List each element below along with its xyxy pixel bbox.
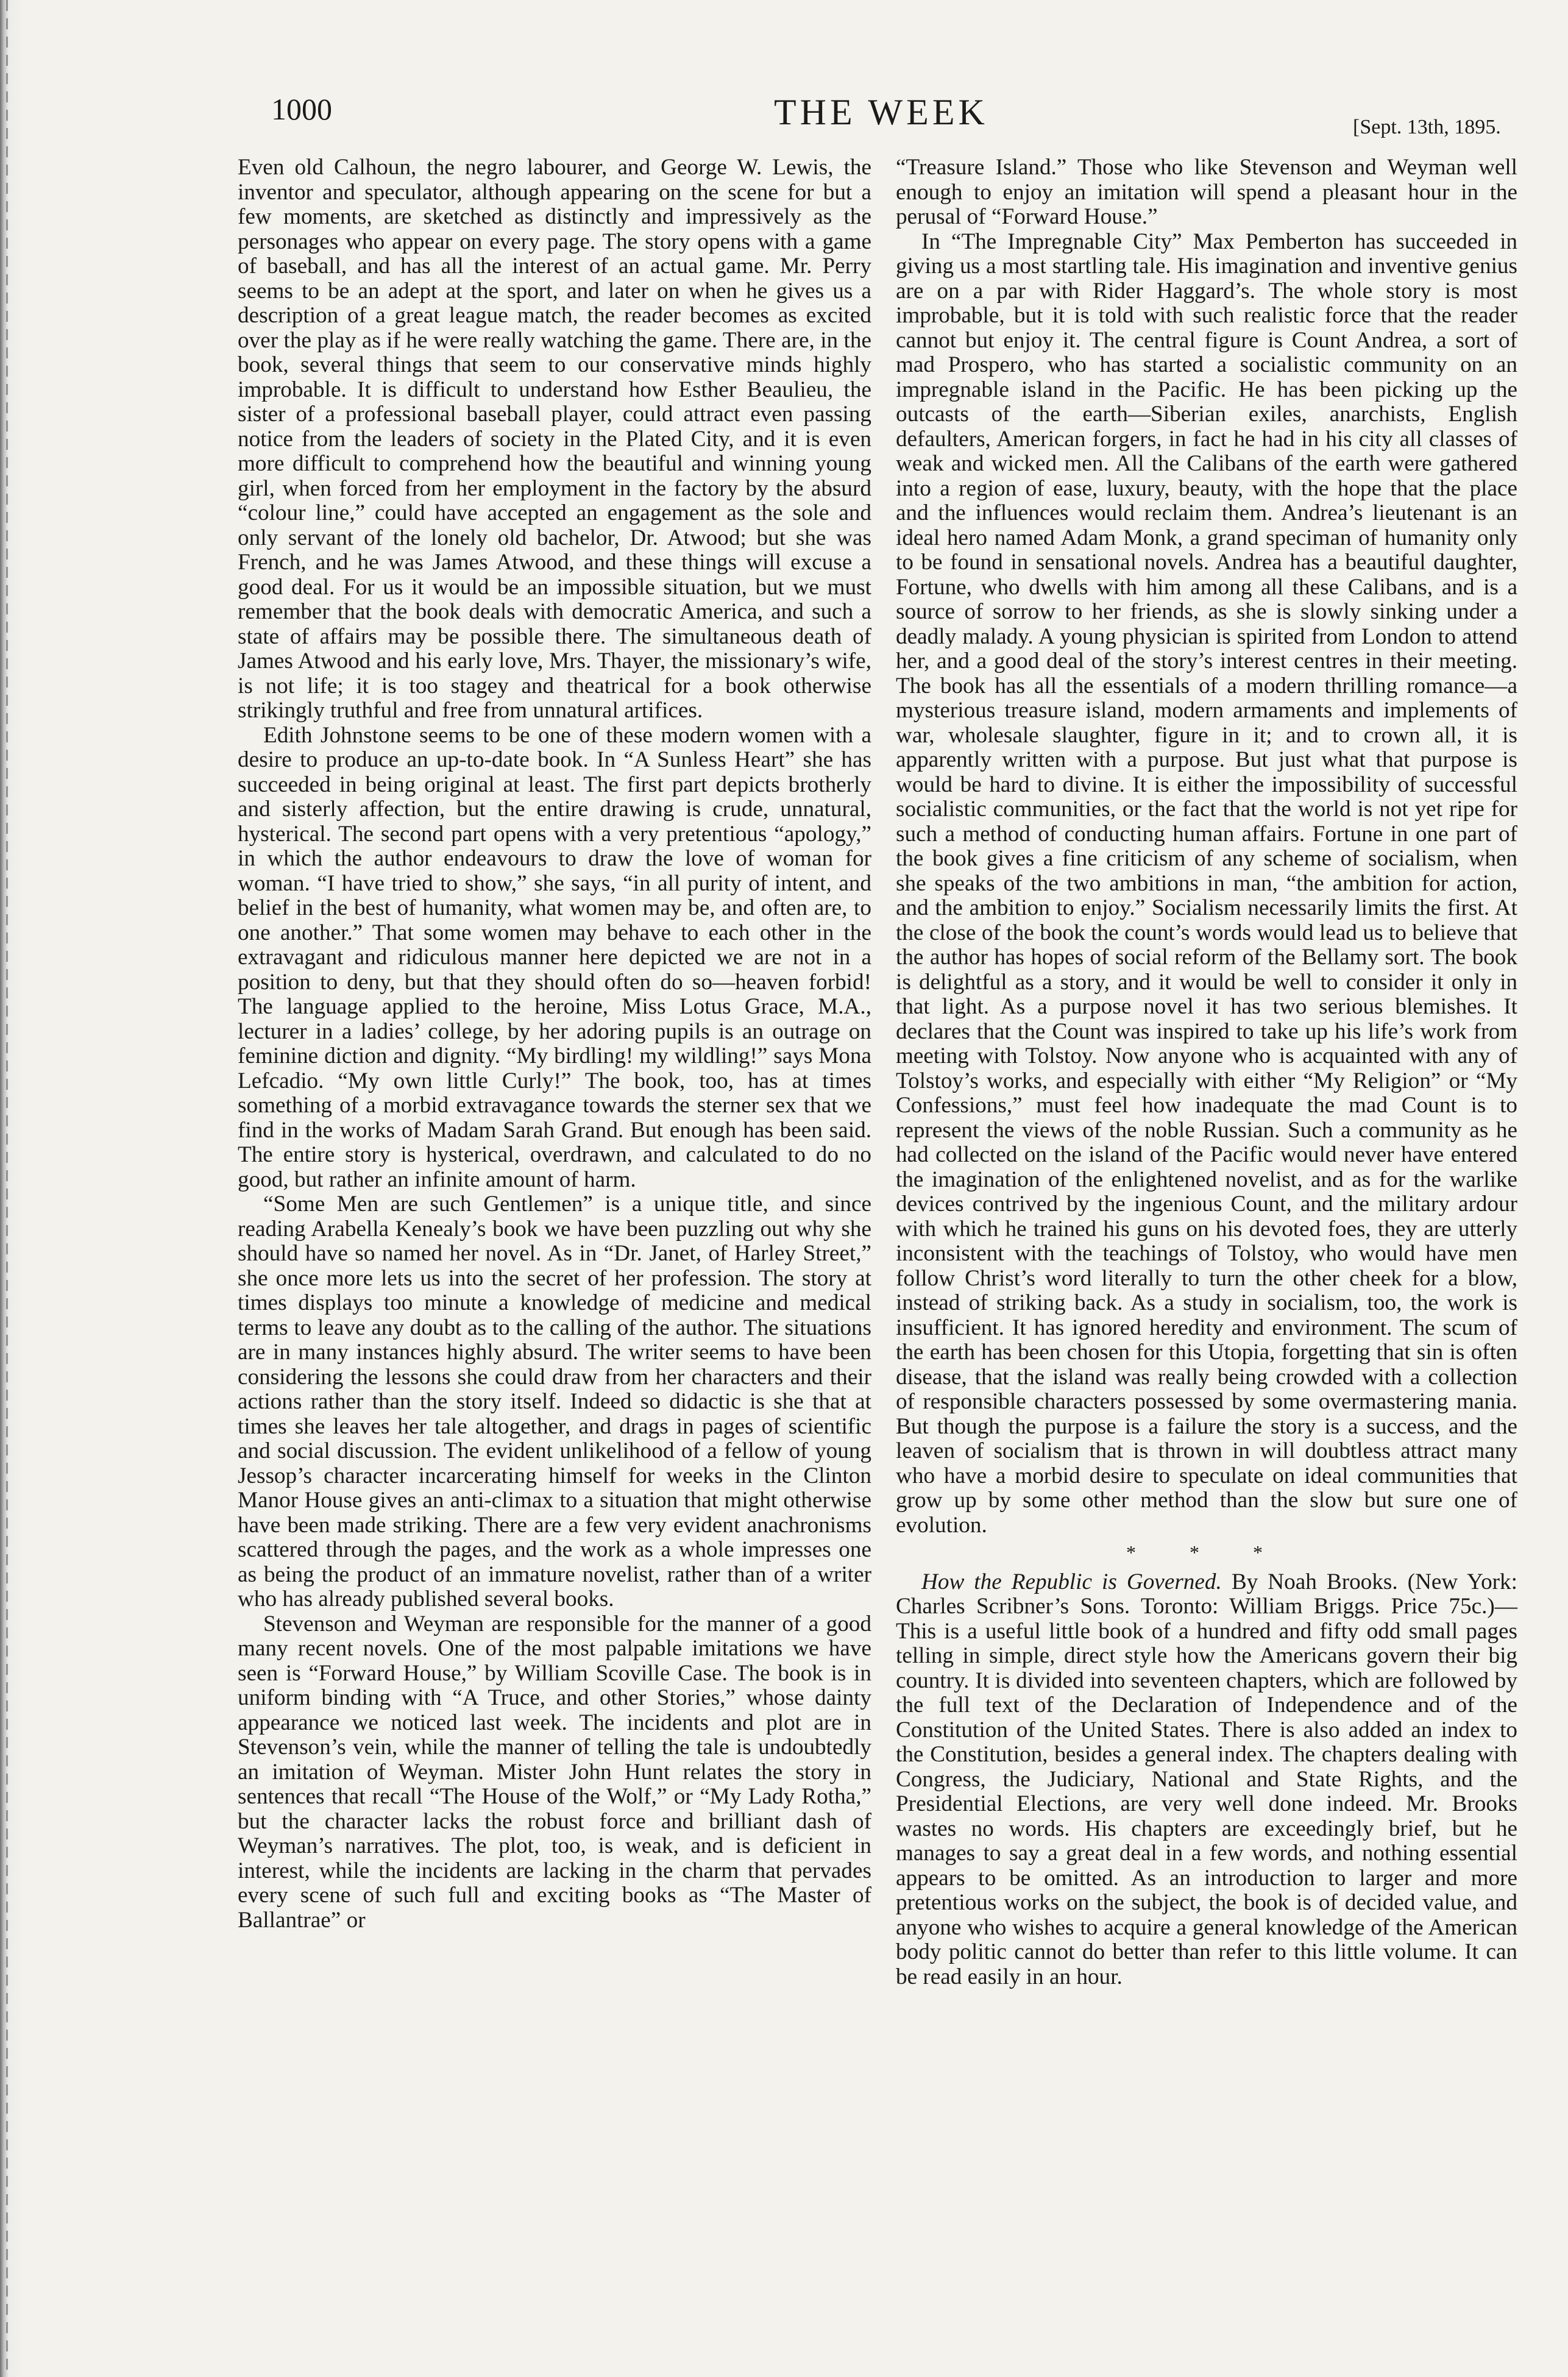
review-paragraph: Even old Calhoun, the negro labourer, and George W. Lewis, the inventor and speculator, although appearing on the scene for but a few moments, are sketched as distinctly and impressively as the personages who appear on every page. The story opens with a game of baseball, and has all the interest of an actual game. Mr. Perry seems to be an adept at the sport, and later on when he gives us a description of a great league match, the reader becomes as excited over the play as if he were really watching the game. There are, in the book, several things that seem to our conservative minds highly improbable. It is difficult to understand how Esther Beaulieu, the sister of a professional baseball player, could attract even passing notice from the leaders of society in the Plated City, and it is even more difficult to comprehend how the beautiful and winning young girl, when forced from her employment in the factory by the absurd “colour line,” could have accepted an engagement as the sole and only servant of the lonely old bachelor, Dr. Atwood; but she was French, and he was James Atwood, and these things will excuse a good deal. For us it would be an impossible situation, but we must remember that the book deals with democratic America, and such a state of affairs may be possible there. The simultaneous death of James Atwood and his early love, Mrs. Thayer, the missionary’s wife, is not life; it is too stagey and theatrical for a book otherwise strikingly truthful and free from unnatural artifices. <box>238 155 871 723</box>
issue-date: [Sept. 13th, 1895. <box>1353 116 1501 138</box>
binding-gutter <box>0 0 28 2377</box>
review-paragraph: Stevenson and Weyman are responsible for the manner of a good many recent novels. One of the most palpable imitations we have seen is “Forward House,” by William Scoville Case. The book is in uniform binding with “A Truce, and other Stories,” whose dainty appearance we noticed last week. The incidents and plot are in Stevenson’s vein, while the manner of telling the tale is undoubtedly an imitation of Weyman. Mister John Hunt relates the story in sentences that recall “The House of the Wolf,” or “My Lady Rotha,” but the character lacks the robust force and brilliant dash of Weyman’s narratives. The plot, too, is weak, and is deficient in interest, while the incidents are lacking in the charm that pervades every scene of such full and exciting books as “The Master of Ballantrae” or <box>238 1611 871 1933</box>
review-paragraph: “Some Men are such Gentlemen” is a unique title, and since reading Arabella Kenealy’s book we have been puzzling out why she should have so named her novel. As in “Dr. Janet, of Harley Street,” she once more lets us into the secret of her profession. The story at times displays too minute a knowledge of medicine and medical terms to leave any doubt as to the calling of the author. The situations are in many instances highly absurd. The writer seems to have been considering the lessons she could draw from her characters and their actions rather than the story itself. Indeed so didactic is she that at times she leaves her tale altogether, and drags in pages of scientific and social discussion. The evident unlikelihood of a fellow of young Jessop’s character incarcerating himself for weeks in the Clinton Manor House gives an anti-climax to a situation that might otherwise have been made striking. There are a few very evident anachronisms scattered through the pages, and the work as a whole impresses one as being the product of an immature novelist, rather than of a writer who has already published several books. <box>238 1192 871 1611</box>
publication-title: THE WEEK <box>774 92 988 132</box>
left-column <box>238 155 871 1933</box>
review-paragraph <box>896 1570 1517 1990</box>
book-title: How the Republic is Governed. <box>921 1569 1222 1594</box>
binding-stitch-line <box>6 0 8 2377</box>
page-number: 1000 <box>271 92 332 126</box>
review-paragraph: “Treasure Island.” Those who like Stevenson and Weyman well enough to enjoy an imitation will spend a pleasant hour in the perusal of “Forward House.” <box>896 155 1517 229</box>
right-column <box>896 155 1517 1989</box>
review-paragraph: In “The Impregnable City” Max Pemberton has succeeded in giving us a most startling tale. His imagination and inventive genius are on a par with Rider Haggard’s. The whole story is most improbable, but it is told with such realistic force that the reader cannot but enjoy it. The central figure is Count Andrea, a sort of mad Prospero, who has started a socialistic community on an impregnable island in the Pacific. He has been picking up the outcasts of the earth—Siberian exiles, anarchists, English defaulters, American forgers, in fact he had in his city all classes of weak and wicked men. All the Calibans of the earth were gathered into a region of ease, luxury, beauty, with the hope that the place and the influences would reclaim them. Andrea’s lieutenant is an ideal hero named Adam Monk, a grand speciman of humanity only to be found in sensational novels. Andrea has a beautiful daughter, Fortune, who dwells with him among all these Calibans, and is a source of sorrow to her friends, as she is slowly sinking under a deadly malady. A young physician is spirited from London to attend her, and a good deal of the story’s interest centres in their meeting. The book has all the essentials of a modern thrilling romance—a mysterious treasure island, modern armaments and implements of war, wholesale slaughter, figure in it; and to crown all, it is apparently written with a purpose. But just what that purpose is would be hard to divine. It is either the impossibility of successful socialistic communities, or the fact that the world is not yet ripe for such a method of conducting human affairs. Fortune in one part of the book gives a fine criticism of any scheme of socialism, when she speaks of the two ambitions in man, “the ambition for action, and the ambition to enjoy.” Socialism necessarily limits the first. At the close of the book the count’s words would lead us to believe that the author has hopes of social reform of the Bellamy sort. The book is delightful as a story, and it would be well to consider it only in that light. As a purpose novel it has two serious blemishes. It declares that the Count was inspired to take up his life’s work from meeting with Tolstoy. Now anyone who is acquainted with any of Tolstoy’s works, and especially with either “My Religion” or “My Confessions,” must feel how inadequate the mad Count is to represent the views of the noble Russian. Such a community as he had collected on the island of the Pacific would never have entered the imagination of the enlightened novelist, and as for the warlike devices contrived by the ingenious Count, and the military ardour with which he trained his guns on his devoted foes, they are utterly inconsistent with the teachings of Tolstoy, who would have men follow Christ’s word literally to turn the other cheek for a blow, instead of striking back. As a study in socialism, too, the work is insufficient. It has ignored heredity and environment. The scum of the earth has been chosen for this Utopia, forgetting that sin is often disease, that the island was really being crowded with a collection of responsible characters possessed by some overmastering mania. But though the purpose is a failure the story is a success, and the leaven of socialism that is thrown in will doubtless attract many who have a morbid desire to speculate on ideal communities that grow up by some other method than the slow but sure one of evolution. <box>896 229 1517 1538</box>
review-paragraph: Edith Johnstone seems to be one of these modern women with a desire to produce an up-to-date book. In “A Sunless Heart” she has succeeded in being original at least. The first part depicts brotherly and sisterly affection, but the entire drawing is crude, unnatural, hysterical. The second part opens with a very pretentious “apology,” in which the author endeavours to draw the love of woman for woman. “I have tried to show,” she says, “in all purity of intent, and belief in the best of humanity, what women may be, and often are, to one another.” That some women may behave to each other in the extravagant and ridiculous manner here depicted we are not in a position to deny, but that they should often do so—heaven forbid! The language applied to the heroine, Miss Lotus Grace, M.A., lecturer in a ladies’ college, by her adoring pupils is an outrage on feminine diction and dignity. “My birdling! my wildling!” says Mona Lefcadio. “My own little Curly!” The book, too, has at times something of a morbid extravagance towards the sterner sex that we find in the works of Madam Sarah Grand. But enough has been said. The entire story is hysterical, overdrawn, and calculated to do no good, but rather an infinite amount of harm. <box>238 722 871 1192</box>
section-separator: * * * <box>1126 1541 1287 1563</box>
review-body: By Noah Brooks. (New York: Charles Scribner’s Sons. Toronto: William Briggs. Price 75c.)—This is a useful little book of a hundred and fifty odd small pages telling in simple, direct style how the Americans govern their big country. It is divided into seventeen chapters, which are followed by the full text of the Declaration of Independence and of the Constitution of the United States. There is also added an index to the Constitution, besides a general index. The chapters dealing with Congress, the Judiciary, National and State Rights, and the Presidential Elections, are very well done indeed. Mr. Brooks wastes no words. His chapters are exceedingly brief, but he manages to say a great deal in a few words, and nothing essential appears to be omitted. As an introduction to larger and more pretentious works on the subject, the book is of decided value, and anyone who wishes to acquire a general knowledge of the American body politic cannot do better than refer to this little volume. It can be read easily in an hour. <box>896 1569 1517 1989</box>
